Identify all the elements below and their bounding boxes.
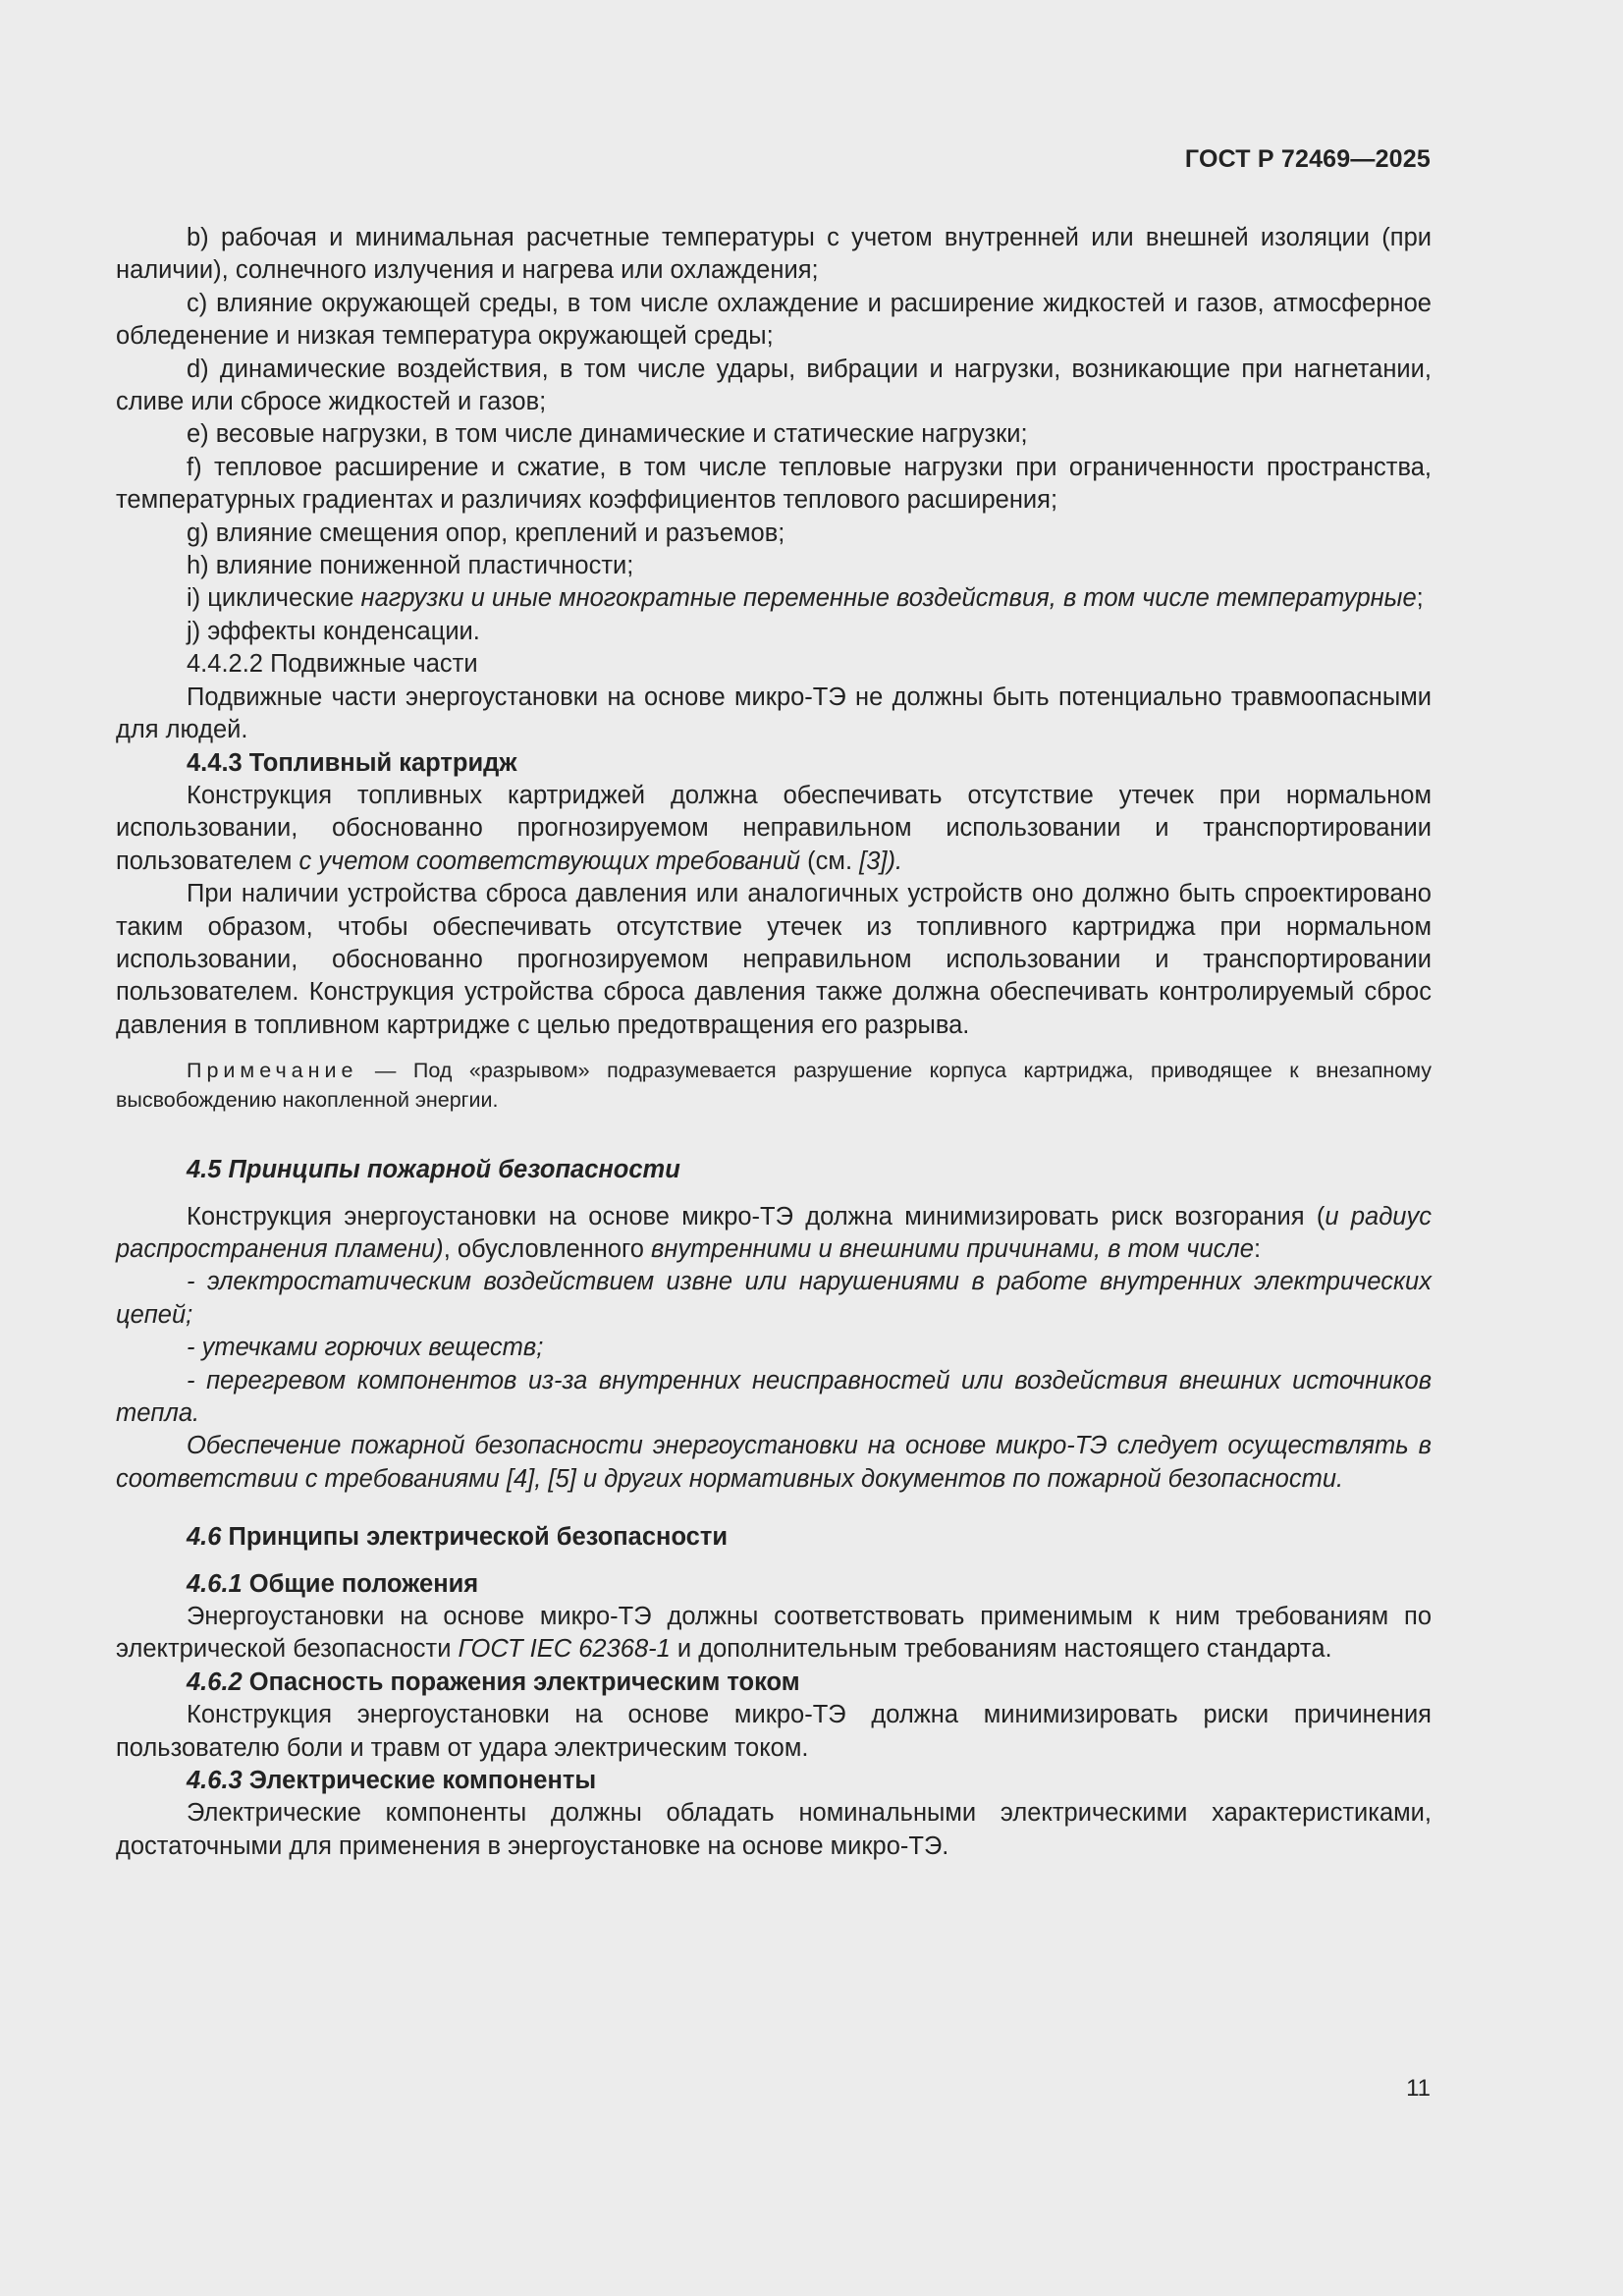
section-45-dash-item-2: - утечками горючих веществ; bbox=[187, 1334, 544, 1362]
section-463-title-text: Электрические компоненты bbox=[242, 1767, 597, 1795]
list-item-f: f) тепловое расширение и сжатие, в том числе тепловые нагрузки при ограниченности пространства, температурных градиентах и различиях коэффициентов теплового расширения; bbox=[116, 453, 1432, 515]
section-45-dash-item-1: - электростатическим воздействием извне или нарушениями в работе внутренних электрических цепей; bbox=[116, 1268, 1432, 1329]
section-463-text: Электрические компоненты должны обладать номинальными электрическими характеристиками, достаточными для применения в энергоустановке на основе микро-ТЭ. bbox=[116, 1799, 1432, 1860]
page-number: 11 bbox=[1406, 2075, 1431, 2102]
section-463-number: 4.6.3 bbox=[187, 1767, 243, 1795]
section-45-p1-italic-2: внутренними и внешними причинами, в том числе bbox=[651, 1234, 1254, 1263]
section-443-title: 4.4.3 Топливный картридж bbox=[187, 748, 517, 777]
list-item-i bbox=[116, 582, 1432, 615]
section-45-p1-text-2: , обусловленного bbox=[443, 1234, 652, 1263]
list-item-i-suffix: ; bbox=[1416, 584, 1424, 613]
section-45-p1-text: Конструкция энергоустановки на основе микро-ТЭ должна минимизировать риск возгорания ( bbox=[187, 1202, 1325, 1230]
section-462-text: Конструкция энергоустановки на основе микро-ТЭ должна минимизировать риски причинения пользователю боли и травм от удара электрическим током. bbox=[116, 1701, 1432, 1762]
section-461-title-text: Общие положения bbox=[242, 1569, 479, 1598]
section-46-title bbox=[116, 1521, 1432, 1554]
list-item-g: g) влияние смещения опор, креплений и разъемов; bbox=[187, 519, 785, 547]
note bbox=[116, 1056, 1432, 1115]
section-46-title-text: Принципы электрической безопасности bbox=[221, 1523, 729, 1552]
list-item-c: c) влияние окружающей среды, в том числе охлаждение и расширение жидкостей и газов, атмосферное обледенение и низкая температура окружающей среды; bbox=[116, 289, 1432, 351]
section-4422-title: 4.4.2.2 Подвижные части bbox=[187, 650, 478, 679]
note-label: Примечание bbox=[187, 1059, 358, 1083]
section-443-p1-text: Конструкция топливных картриджей должна обеспечивать отсутствие утечек при нормальном использовании, обоснованно прогнозируемом неправильном использовании и транспортировании пользователем bbox=[116, 781, 1432, 875]
section-462-title bbox=[116, 1667, 1432, 1699]
list-item-j: j) эффекты конденсации. bbox=[187, 617, 480, 645]
section-461-standard-ref: ГОСТ IEC 62368-1 bbox=[458, 1635, 671, 1664]
section-461-text-2: и дополнительным требованиям настоящего стандарта. bbox=[670, 1635, 1332, 1664]
note-text: — Под «разрывом» подразумевается разрушение корпуса картриджа, приводящее к внезапному высвобождению накопленной энергии. bbox=[116, 1059, 1432, 1113]
section-463-title bbox=[116, 1765, 1432, 1797]
section-443-paragraph-2: При наличии устройства сброса давления или аналогичных устройств оно должно быть спроектировано таким образом, чтобы обеспечивать отсутствие утечек из топливного картриджа при нормальном использовании, обоснованно прогнозируемом неправильном использовании и транспортировании пользователем. Конструкция устройства сброса давления также должна обеспечивать контролируемый сброс давления в топливном картридже с целью предотвращения его разрыва. bbox=[116, 880, 1432, 1039]
section-443-paragraph-1 bbox=[116, 780, 1432, 878]
list-item-i-italic: нагрузки и иные многократные переменные воздействия, в том числе температурные bbox=[360, 584, 1417, 613]
section-45-p1-italic-1: и радиус распространения пламени) bbox=[116, 1202, 1432, 1263]
section-462-number: 4.6.2 bbox=[187, 1667, 243, 1696]
list-item-i-prefix: i) циклические bbox=[187, 584, 361, 613]
section-45-dash-item-3: - перегревом компонентов из-за внутренних неисправностей или воздействия внешних источников тепла. bbox=[116, 1366, 1432, 1427]
section-443-p1-reference: [3]) bbox=[859, 847, 895, 875]
section-4422-text: Подвижные части энергоустановки на основе микро-ТЭ не должны быть потенциально травмоопасными для людей. bbox=[116, 683, 1432, 744]
section-461-number: 4.6.1 bbox=[187, 1569, 243, 1598]
section-461-text-1: Энергоустановки на основе микро-ТЭ должны соответствовать применимым к ним требованиям по электрической безопасности bbox=[116, 1603, 1432, 1664]
section-443-p1-end: . bbox=[894, 847, 903, 875]
list-item-e: e) весовые нагрузки, в том числе динамические и статические нагрузки; bbox=[187, 420, 1028, 449]
section-443-p1-italic: с учетом соответствующих требований bbox=[298, 847, 801, 875]
section-443-p1-see: (см. bbox=[800, 847, 860, 875]
document-code-header: ГОСТ Р 72469—2025 bbox=[1184, 145, 1431, 173]
document-body bbox=[116, 222, 1432, 1863]
section-461-text bbox=[116, 1601, 1432, 1667]
section-462-title-text: Опасность поражения электрическим током bbox=[242, 1667, 800, 1696]
list-item-b: b) рабочая и минимальная расчетные температуры с учетом внутренней или внешней изоляции (при наличии), солнечного излучения и нагрева или охлаждения; bbox=[116, 224, 1432, 285]
section-46-number: 4.6 bbox=[187, 1523, 222, 1552]
list-item-h: h) влияние пониженной пластичности; bbox=[187, 552, 634, 580]
section-45-paragraph-1 bbox=[116, 1201, 1432, 1267]
section-461-title bbox=[116, 1568, 1432, 1601]
section-45-p1-colon: : bbox=[1253, 1234, 1262, 1263]
section-45-title: 4.5 Принципы пожарной безопасности bbox=[187, 1156, 680, 1184]
list-item-d: d) динамические воздействия, в том числе удары, вибрации и нагрузки, возникающие при нагнетании, сливе или сбросе жидкостей и газов; bbox=[116, 355, 1432, 416]
section-45-paragraph-2: Обеспечение пожарной безопасности энергоустановки на основе микро-ТЭ следует осуществлять в соответствии с требованиями [4], [5] и других нормативных документов по пожарной безопасности. bbox=[116, 1432, 1432, 1493]
